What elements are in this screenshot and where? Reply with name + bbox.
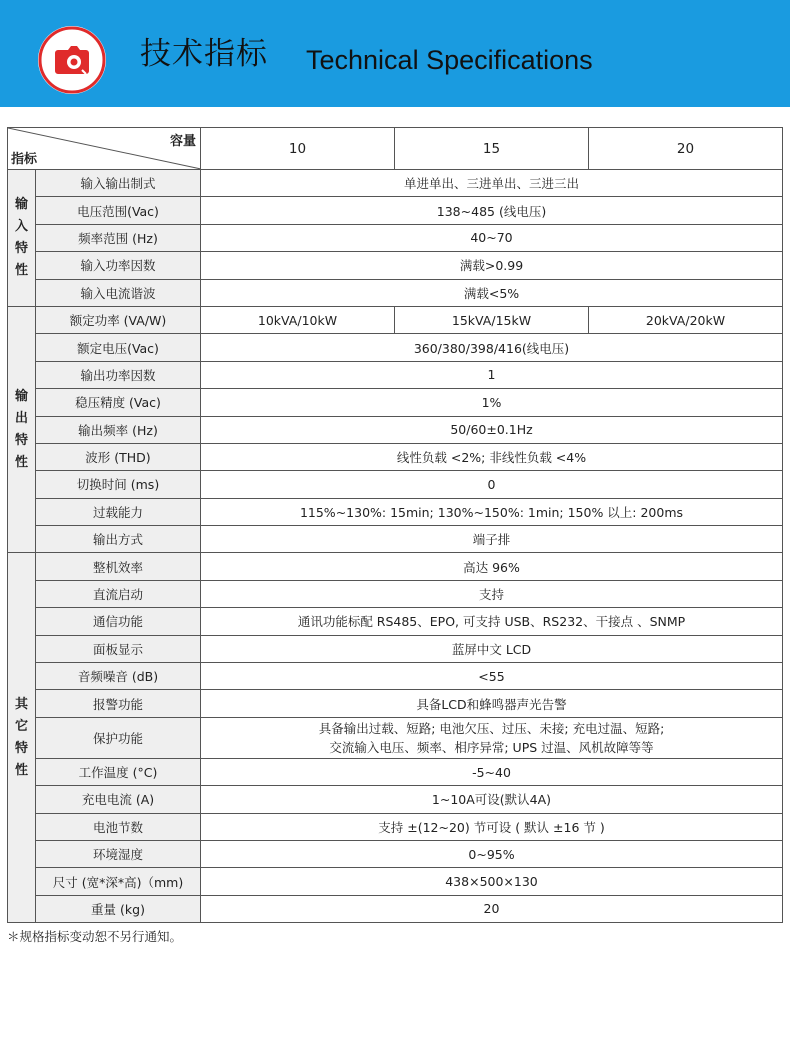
spec-value: 438×500×130 xyxy=(201,868,783,895)
spec-value: 115%~130%: 15min; 130%~150%: 1min; 150% 以上: 200ms xyxy=(201,498,783,525)
spec-value: 满载>0.99 xyxy=(201,252,783,279)
table-row xyxy=(8,717,783,758)
spec-label: 输出频率 (Hz) xyxy=(36,416,201,443)
spec-label: 稳压精度 (Vac) xyxy=(36,389,201,416)
spec-value: 端子排 xyxy=(201,526,783,553)
table-row xyxy=(8,690,783,717)
spec-value-line: 具备输出过载、短路; 电池欠压、过压、未接; 充电过温、短路; xyxy=(318,720,665,736)
capacity-20: 20 xyxy=(589,128,783,170)
table-row xyxy=(8,840,783,867)
spec-value: 138~485 (线电压) xyxy=(201,197,783,224)
spec-label: 输入输出制式 xyxy=(36,170,201,197)
table-row xyxy=(8,443,783,470)
table-row xyxy=(8,416,783,443)
spec-value: 1% xyxy=(201,389,783,416)
spec-value: 20 xyxy=(201,895,783,922)
spec-label: 输出方式 xyxy=(36,526,201,553)
spec-label: 切换时间 (ms) xyxy=(36,471,201,498)
table-row xyxy=(8,786,783,813)
table-row xyxy=(8,361,783,388)
page-header xyxy=(0,0,790,107)
spec-value: 单进单出、三进单出、三进三出 xyxy=(201,170,783,197)
table-row xyxy=(8,279,783,306)
spec-label: 音频噪音 (dB) xyxy=(36,663,201,690)
logo xyxy=(38,26,106,94)
spec-value: 10kVA/10kW xyxy=(201,306,395,333)
table-row xyxy=(8,553,783,580)
spec-value: 满载<5% xyxy=(201,279,783,306)
spec-label: 输入功率因数 xyxy=(36,252,201,279)
group-label xyxy=(8,170,36,307)
table-row xyxy=(8,498,783,525)
group-label-text: 其它特性 xyxy=(14,696,28,778)
spec-label: 额定功率 (VA/W) xyxy=(36,306,201,333)
table-row xyxy=(8,170,783,197)
spec-value: -5~40 xyxy=(201,758,783,785)
page-subtitle: Technical Specifications xyxy=(306,45,593,75)
spec-label: 电池节数 xyxy=(36,813,201,840)
spec-label: 频率范围 (Hz) xyxy=(36,224,201,251)
table-row xyxy=(8,635,783,662)
spec-label: 重量 (kg) xyxy=(36,895,201,922)
table-row xyxy=(8,663,783,690)
spec-label: 尺寸 (宽*深*高)（mm) xyxy=(36,868,201,895)
table-row xyxy=(8,197,783,224)
spec-label: 波形 (THD) xyxy=(36,443,201,470)
spec-value: 50/60±0.1Hz xyxy=(201,416,783,443)
spec-label: 充电电流 (A) xyxy=(36,786,201,813)
spec-value: 高达 96% xyxy=(201,553,783,580)
group-label-text: 输出特性 xyxy=(14,388,28,470)
spec-label: 通信功能 xyxy=(36,608,201,635)
spec-label: 环境湿度 xyxy=(36,840,201,867)
table-row xyxy=(8,252,783,279)
spec-label: 整机效率 xyxy=(36,553,201,580)
group-label xyxy=(8,553,36,923)
group-label-text: 输入特性 xyxy=(14,196,28,278)
spec-label: 电压范围(Vac) xyxy=(36,197,201,224)
spec-label: 额定电压(Vac) xyxy=(36,334,201,361)
spec-label: 保护功能 xyxy=(36,717,201,758)
table-row xyxy=(8,608,783,635)
spec-table xyxy=(7,127,783,923)
table-row xyxy=(8,224,783,251)
table-row xyxy=(8,895,783,922)
table-row xyxy=(8,813,783,840)
spec-value: 支持 ±(12~20) 节可设 ( 默认 ±16 节 ) xyxy=(201,813,783,840)
capacity-10: 10 xyxy=(201,128,395,170)
spec-value: 40~70 xyxy=(201,224,783,251)
corner-label-spec: 指标 xyxy=(11,152,38,167)
spec-value-line: 交流输入电压、频率、相序异常; UPS 过温、风机故障等等 xyxy=(329,739,654,755)
spec-value: 线性负载 <2%; 非线性负载 <4% xyxy=(201,443,783,470)
spec-label: 报警功能 xyxy=(36,690,201,717)
footnote: ＊规格指标变动恕不另行通知。 xyxy=(7,929,183,944)
corner-label-capacity: 容量 xyxy=(169,134,196,149)
spec-label: 过载能力 xyxy=(36,498,201,525)
spec-value: 0~95% xyxy=(201,840,783,867)
spec-label: 工作温度 (°C) xyxy=(36,758,201,785)
gear-check-icon xyxy=(38,26,106,94)
spec-value: 1~10A可设(默认4A) xyxy=(201,786,783,813)
spec-value: 具备LCD和蜂鸣器声光告警 xyxy=(201,690,783,717)
spec-value: 通讯功能标配 RS485、EPO, 可支持 USB、RS232、干接点 、SNMP xyxy=(201,608,783,635)
table-row xyxy=(8,389,783,416)
table-row xyxy=(8,471,783,498)
capacity-15: 15 xyxy=(395,128,589,170)
table-row xyxy=(8,334,783,361)
table-row xyxy=(8,758,783,785)
spec-value: 360/380/398/416(线电压) xyxy=(201,334,783,361)
spec-value: 15kVA/15kW xyxy=(395,306,589,333)
table-row xyxy=(8,580,783,607)
spec-value: <55 xyxy=(201,663,783,690)
spec-label: 面板显示 xyxy=(36,635,201,662)
spec-value: 蓝屏中文 LCD xyxy=(201,635,783,662)
table-row xyxy=(8,306,783,333)
spec-value: 1 xyxy=(201,361,783,388)
spec-value: 支持 xyxy=(201,580,783,607)
spec-value: 0 xyxy=(201,471,783,498)
spec-value xyxy=(201,717,783,758)
spec-value: 20kVA/20kW xyxy=(589,306,783,333)
group-label xyxy=(8,306,36,553)
corner-cell xyxy=(8,128,201,170)
table-row xyxy=(8,868,783,895)
spec-label: 输出功率因数 xyxy=(36,361,201,388)
spec-label: 输入电流谐波 xyxy=(36,279,201,306)
spec-label: 直流启动 xyxy=(36,580,201,607)
header-row xyxy=(8,128,783,170)
table-row xyxy=(8,526,783,553)
page-title: 技术指标 xyxy=(140,36,268,72)
